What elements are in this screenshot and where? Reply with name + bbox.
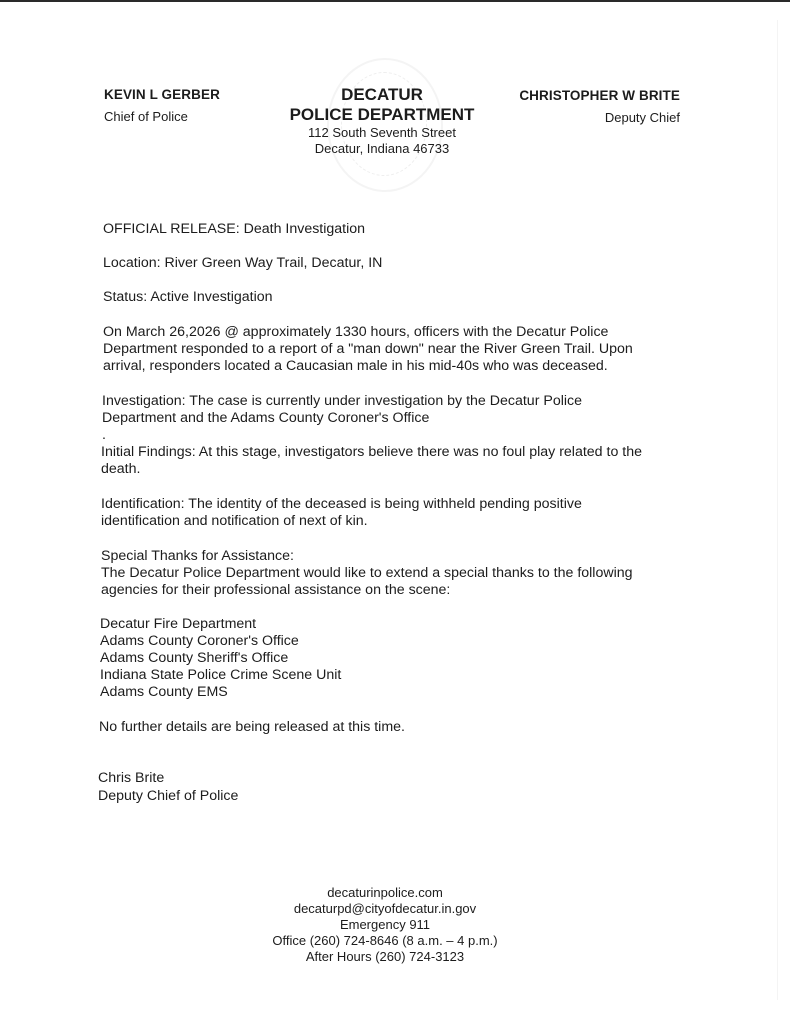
deputy-chief-block: [519, 88, 680, 125]
agency-item: Decatur Fire Department: [100, 616, 257, 632]
findings-line: Initial Findings: At this stage, investigators believe there was no foul play related to the: [101, 444, 643, 460]
chief-name: KEVIN L GERBER: [104, 87, 220, 102]
identification-line: Identification: The identity of the deceased is being withheld pending positive: [101, 496, 582, 512]
investigation-line: Investigation: The case is currently under investigation by the Decatur Police: [102, 393, 583, 409]
footer-after-hours-phone: After Hours (260) 724-3123: [305, 949, 465, 964]
chief-block: [104, 87, 220, 124]
deputy-chief-title: Deputy Chief: [604, 110, 680, 125]
scan-edge-shadow: [777, 20, 778, 1000]
summary-line: On March 26,2026 @ approximately 1330 hours, officers with the Decatur Police: [103, 324, 609, 340]
signature-name: Chris Brite: [98, 770, 165, 786]
footer-emergency: Emergency 911: [339, 917, 431, 932]
official-release-line: OFFICIAL RELEASE: Death Investigation: [103, 221, 366, 237]
summary-line: arrival, responders located a Caucasian male in his mid-40s who was deceased.: [103, 358, 608, 374]
footer-website: decaturinpolice.com: [327, 885, 443, 900]
department-letterhead: [282, 85, 482, 157]
agency-item: Indiana State Police Crime Scene Unit: [100, 667, 342, 683]
stray-period: .: [102, 427, 106, 443]
identification-line: identification and notification of next of kin.: [101, 513, 368, 529]
department-city-state: Decatur, Indiana 46733: [314, 141, 450, 156]
scan-top-border: [0, 0, 790, 2]
deputy-chief-name: CHRISTOPHER W BRITE: [519, 88, 680, 103]
department-street: 112 South Seventh Street: [308, 125, 456, 140]
footer-email: decaturpd@cityofdecatur.in.gov: [293, 901, 477, 916]
agency-item: Adams County Sheriff's Office: [100, 650, 289, 666]
investigation-line: Department and the Adams County Coroner's Office: [102, 410, 430, 426]
footer-office-phone: Office (260) 724-8646 (8 a.m. – 4 p.m.): [272, 933, 498, 948]
chief-title: Chief of Police: [104, 109, 188, 124]
contact-footer: [235, 885, 535, 965]
signature-title: Deputy Chief of Police: [98, 788, 239, 804]
status-line: Status: Active Investigation: [103, 289, 273, 305]
summary-line: Department responded to a report of a "man down" near the River Green Trail. Upon: [103, 341, 633, 357]
agency-item: Adams County EMS: [100, 684, 228, 700]
thanks-heading: Special Thanks for Assistance:: [101, 548, 294, 564]
thanks-line: The Decatur Police Department would like to extend a special thanks to the following: [101, 565, 633, 581]
thanks-line: agencies for their professional assistance on the scene:: [101, 582, 451, 598]
department-city: DECATUR: [341, 85, 423, 104]
department-name: POLICE DEPARTMENT: [289, 105, 475, 124]
agency-item: Adams County Coroner's Office: [100, 633, 299, 649]
location-line: Location: River Green Way Trail, Decatur, IN: [103, 255, 383, 271]
findings-line: death.: [101, 461, 141, 477]
closing-line: No further details are being released at this time.: [99, 719, 405, 735]
